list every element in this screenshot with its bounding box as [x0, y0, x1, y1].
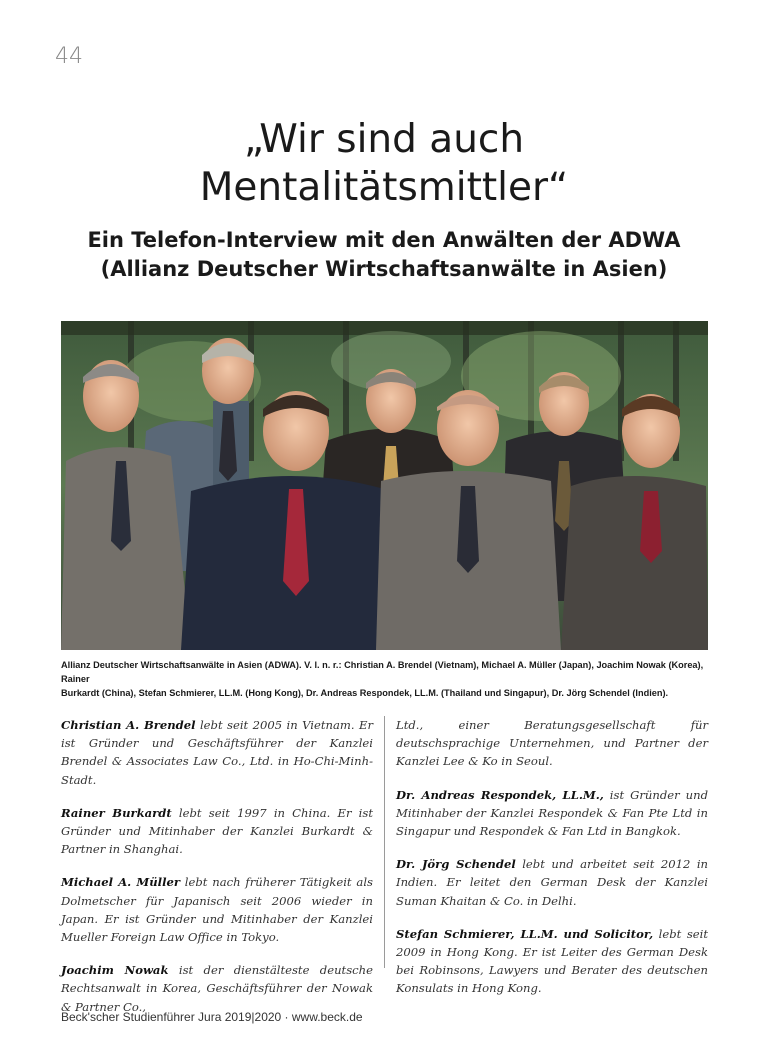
subtitle-line-1: Ein Telefon-Interview mit den Anwälten der ADWA [87, 228, 681, 252]
bio-column-right [396, 716, 708, 1013]
bio-brendel [61, 716, 373, 789]
bio-text: lebt seit 1997 in China. Er ist Gründer und Mitinhaber der Kanzlei Burkardt & Partner in Shanghai. [61, 805, 373, 857]
page-footer: Beck'scher Studienführer Jura 2019|2020 · www.beck.de [61, 1010, 363, 1024]
bio-text: lebt und arbeitet seit 2012 in Indien. Er leitet den German Desk der Kanzlei Suman Khaitan & Co. in Delhi. [396, 857, 708, 908]
bio-text: ist der dienstälteste deutsche Rechtsanwalt in Korea, Geschäftsführer der Nowak & Partner Co., [61, 963, 373, 1014]
caption-line-1: Allianz Deutscher Wirtschaftsanwälte in Asien (ADWA). V. l. n. r.: Christian A. Brendel (Vietnam), Michael A. Müller (Japan), Joachim Nowak (Korea), Rainer [61, 660, 704, 684]
bio-mueller [61, 873, 373, 946]
bio-respondek [396, 786, 708, 841]
bio-schmierer [396, 925, 708, 998]
bio-name: Dr. Jörg Schendel [396, 857, 516, 872]
page-number: 44 [55, 44, 83, 69]
bio-text: lebt seit 2009 in Hong Kong. Er ist Leiter des German Desk bei Robinsons, Lawyers und Berater des deutschen Konsulats in Hong Kong. [396, 926, 708, 996]
article-subtitle [0, 226, 768, 284]
article-title [0, 116, 768, 212]
bio-nowak-continued: Ltd., einer Beratungsgesellschaft für deutschsprachige Unternehmen, und Partner der Kanzlei Lee & Ko in Seoul. [396, 718, 708, 769]
bio-name: Christian A. Brendel [61, 718, 196, 732]
group-photo [61, 321, 708, 650]
bio-name: Michael A. Müller [61, 875, 180, 890]
caption-line-2: Burkardt (China), Stefan Schmierer, LL.M. (Hong Kong), Dr. Andreas Respondek, LL.M. (Thailand und Singapur), Dr. Jörg Schendel (Indien). [61, 688, 669, 698]
title-line-1: „Wir sind auch [243, 117, 525, 162]
photo-caption [61, 658, 708, 700]
column-divider [384, 716, 385, 968]
bio-name: Dr. Andreas Respondek, LL.M., [396, 787, 604, 802]
bio-column-left [61, 716, 373, 1031]
subtitle-line-2: (Allianz Deutscher Wirtschaftsanwälte in Asien) [100, 257, 668, 281]
bio-text: lebt nach früherer Tätigkeit als Dolmetscher für Japanisch seit 2006 wieder in Japan. Er ist Gründer und Mitinhaber der Kanzlei Mueller Foreign Law Office in Tokyo. [61, 875, 373, 945]
bio-text: ist Gründer und Mitinhaber der Kanzlei Respondek & Fan Pte Ltd in Singapur und Respondek & Fan Ltd in Bangkok. [396, 787, 709, 839]
bio-nowak [61, 961, 373, 1016]
bio-name: Joachim Nowak [61, 963, 169, 978]
title-line-2: Mentalitätsmittler“ [199, 165, 569, 210]
bio-schendel [396, 855, 708, 910]
bio-name: Stefan Schmierer, LL.M. und Solicitor, [396, 926, 654, 941]
bio-name: Rainer Burkardt [61, 805, 172, 820]
bio-burkardt [61, 804, 373, 859]
bio-text: lebt seit 2005 in Vietnam. Er ist Gründer und Geschäftsführer der Kanzlei Brendel & Associates Law Co., Ltd. in Ho-Chi-Minh-Stadt. [61, 718, 373, 787]
